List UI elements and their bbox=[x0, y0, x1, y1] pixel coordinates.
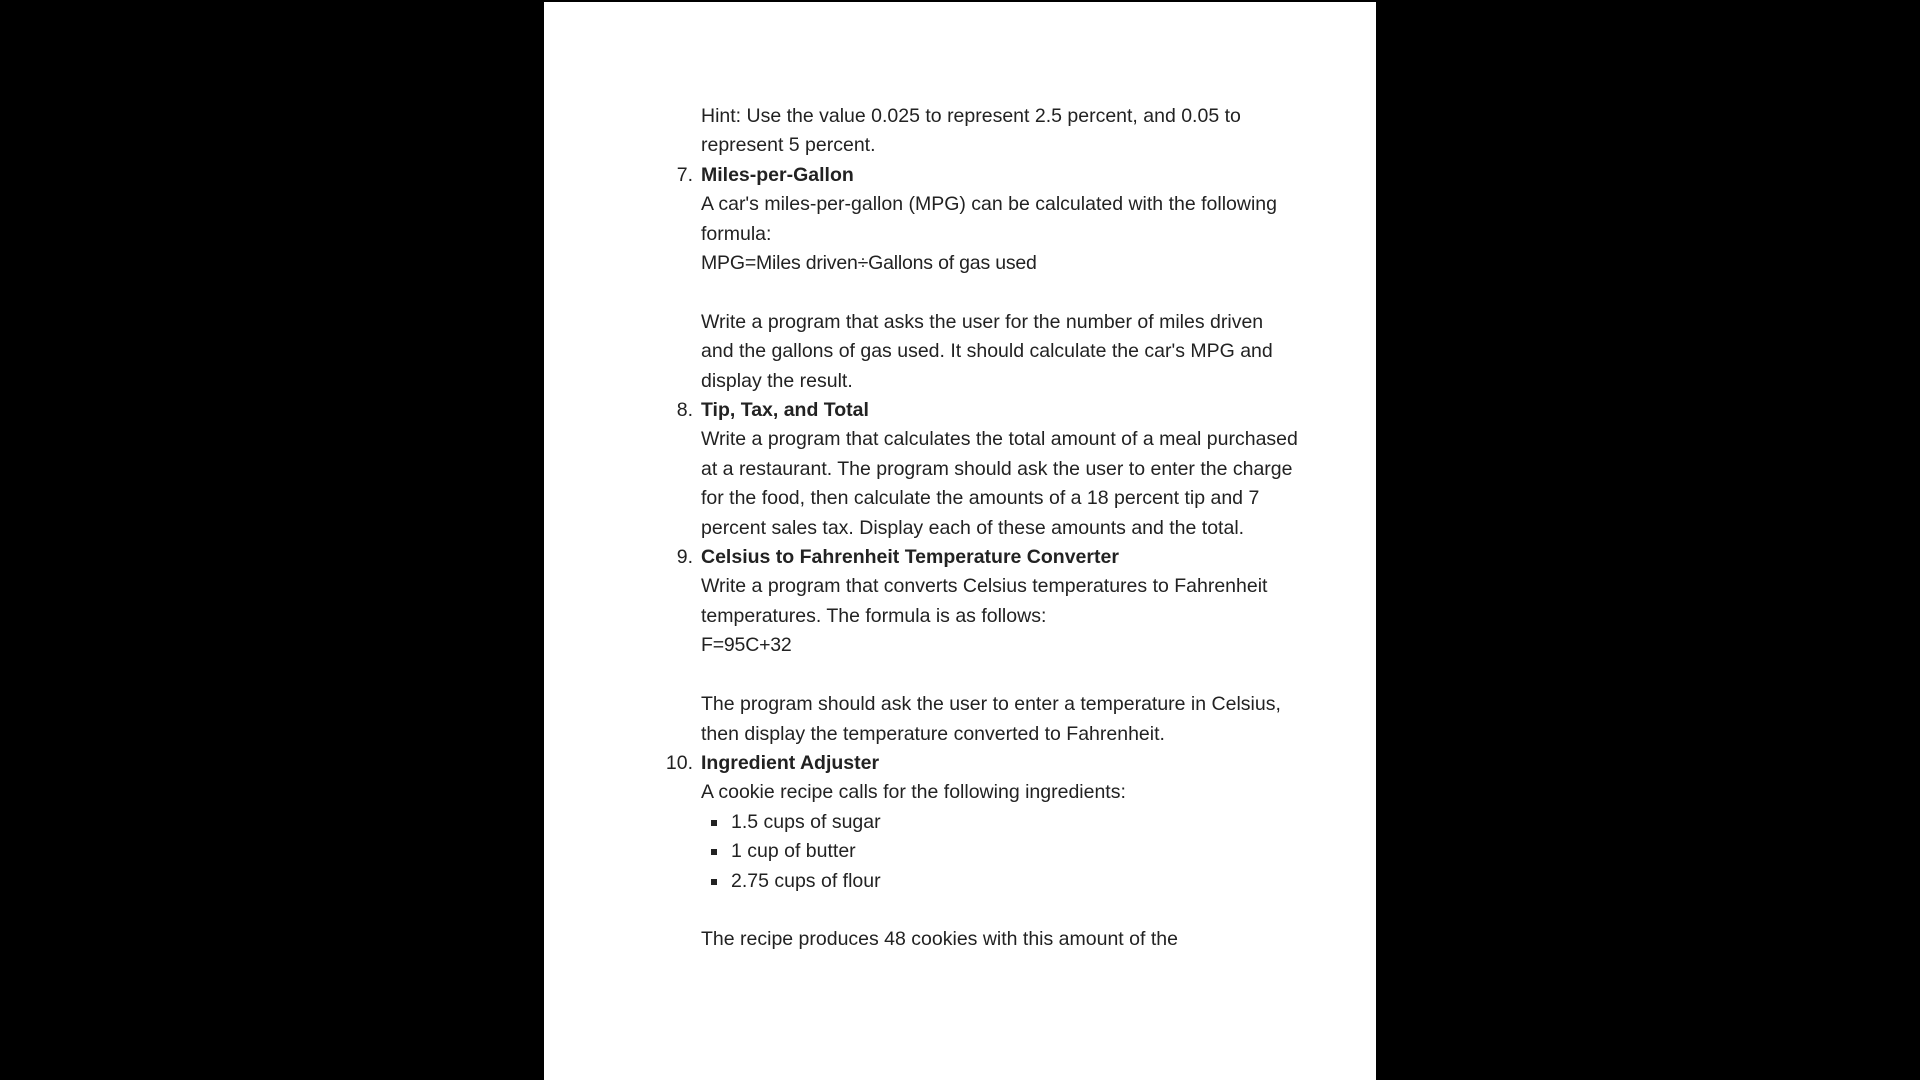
exercise-number: 8. bbox=[676, 399, 693, 422]
spacer bbox=[701, 661, 1301, 690]
ingredient-list bbox=[701, 808, 1301, 896]
exercise-title: Ingredient Adjuster bbox=[701, 751, 880, 774]
list-item bbox=[701, 808, 1301, 837]
exercise-intro: A car's miles-per-gallon (MPG) can be calculated with the following formula: bbox=[701, 193, 1277, 245]
exercise-formula: MPG=Miles driven÷Gallons of gas used bbox=[701, 252, 1037, 275]
exercise-body: Write a program that calculates the total amount of a meal purchased at a restaurant. The program should ask the user to enter the charge for the food, then calculate the amounts of a 18 percent tip and 7 percent sales tax. Display each of these amounts and the total. bbox=[701, 428, 1298, 539]
bullet-square-icon bbox=[711, 820, 717, 826]
exercise-8 bbox=[676, 396, 1301, 543]
bullet-square-icon bbox=[711, 879, 717, 885]
ingredient-label: 2.75 cups of flour bbox=[731, 869, 881, 892]
exercise-body: The program should ask the user to enter a temperature in Celsius, then display the temperature converted to Fahrenheit. bbox=[701, 693, 1281, 745]
exercise-number: 7. bbox=[676, 163, 693, 186]
ingredient-label: 1.5 cups of sugar bbox=[731, 810, 881, 833]
list-item bbox=[701, 867, 1301, 896]
document-page bbox=[544, 2, 1376, 1080]
exercise-number: 9. bbox=[676, 546, 693, 569]
exercise-body: Write a program that asks the user for the number of miles driven and the gallons of gas used. It should calculate the car's MPG and display the result. bbox=[701, 310, 1273, 392]
exercise-9 bbox=[676, 543, 1301, 749]
exercise-intro: Write a program that converts Celsius temperatures to Fahrenheit temperatures. The formula is as follows: bbox=[701, 575, 1268, 627]
exercise-7 bbox=[676, 161, 1301, 396]
exercise-10 bbox=[665, 749, 1301, 955]
exercise-intro: A cookie recipe calls for the following ingredients: bbox=[701, 781, 1126, 804]
exercise-formula: F=95C+32 bbox=[701, 634, 792, 657]
spacer bbox=[701, 278, 1301, 307]
spacer bbox=[701, 896, 1301, 925]
hint-text: Hint: Use the value 0.025 to represent 2.5 percent, and 0.05 to represent 5 percent. bbox=[701, 105, 1241, 157]
exercise-body: The recipe produces 48 cookies with this amount of the bbox=[701, 928, 1178, 951]
list-item bbox=[701, 837, 1301, 866]
exercise-title: Tip, Tax, and Total bbox=[701, 399, 869, 422]
document-content bbox=[665, 102, 1301, 955]
exercise-title: Celsius to Fahrenheit Temperature Converter bbox=[701, 546, 1119, 569]
ingredient-label: 1 cup of butter bbox=[731, 840, 856, 863]
exercise-title: Miles-per-Gallon bbox=[701, 163, 854, 186]
bullet-square-icon bbox=[711, 849, 717, 855]
exercise-number: 10. bbox=[665, 751, 693, 774]
